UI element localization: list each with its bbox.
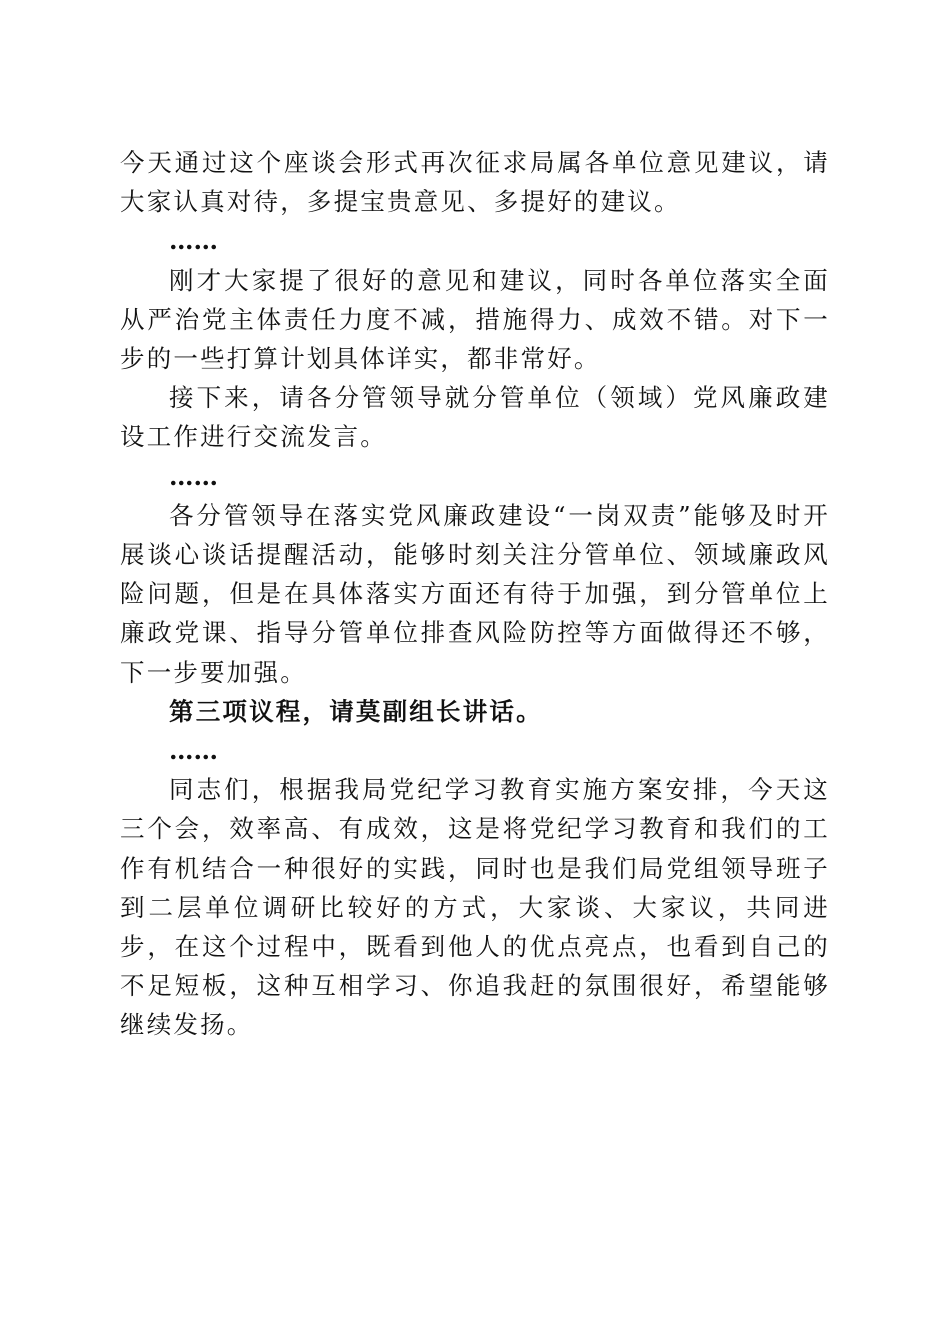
ellipsis-separator: …… bbox=[169, 461, 218, 491]
paragraph-speech: 同志们，根据我局党纪学习教育实施方案安排，今天这三个会，效率高、有成效，这是将党纪学习教育和我们的工作有机结合一种很好的实践，同时也是我们局党组领导班子到二层单位调研比较好的方式，大家谈、大家议，共同进步，在这个过程中，既看到他人的优点亮点，也看到自己的不足短板，这种互相学习、你追我赶的氛围很好，希望能够继续发扬。 bbox=[120, 775, 830, 1040]
ellipsis-separator: …… bbox=[169, 736, 218, 766]
paragraph-leaders-review: 各分管领导在落实党风廉政建设“一岗双责”能够及时开展谈心谈话提醒活动，能够时刻关注分管单位、领域廉政风险问题，但是在具体落实方面还有待于加强，到分管单位上廉政党课、指导分管单位排查风险防控等方面做得还不够，下一步要加强。 bbox=[120, 500, 830, 687]
paragraph-continued: 今天通过这个座谈会形式再次征求局属各单位意见建议，请大家认真对待，多提宝贵意见、多提好的建议。 bbox=[120, 148, 830, 217]
paragraph-third-agenda: 第三项议程，请莫副组长讲话。 bbox=[169, 696, 543, 726]
paragraph-feedback: 刚才大家提了很好的意见和建议，同时各单位落实全面从严治党主体责任力度不减，措施得力、成效不错。对下一步的一些打算计划具体详实，都非常好。 bbox=[120, 265, 830, 374]
paragraph-next-agenda: 接下来，请各分管领导就分管单位（领域）党风廉政建设工作进行交流发言。 bbox=[120, 383, 830, 452]
ellipsis-separator: …… bbox=[169, 226, 218, 256]
document-page bbox=[120, 143, 830, 1045]
